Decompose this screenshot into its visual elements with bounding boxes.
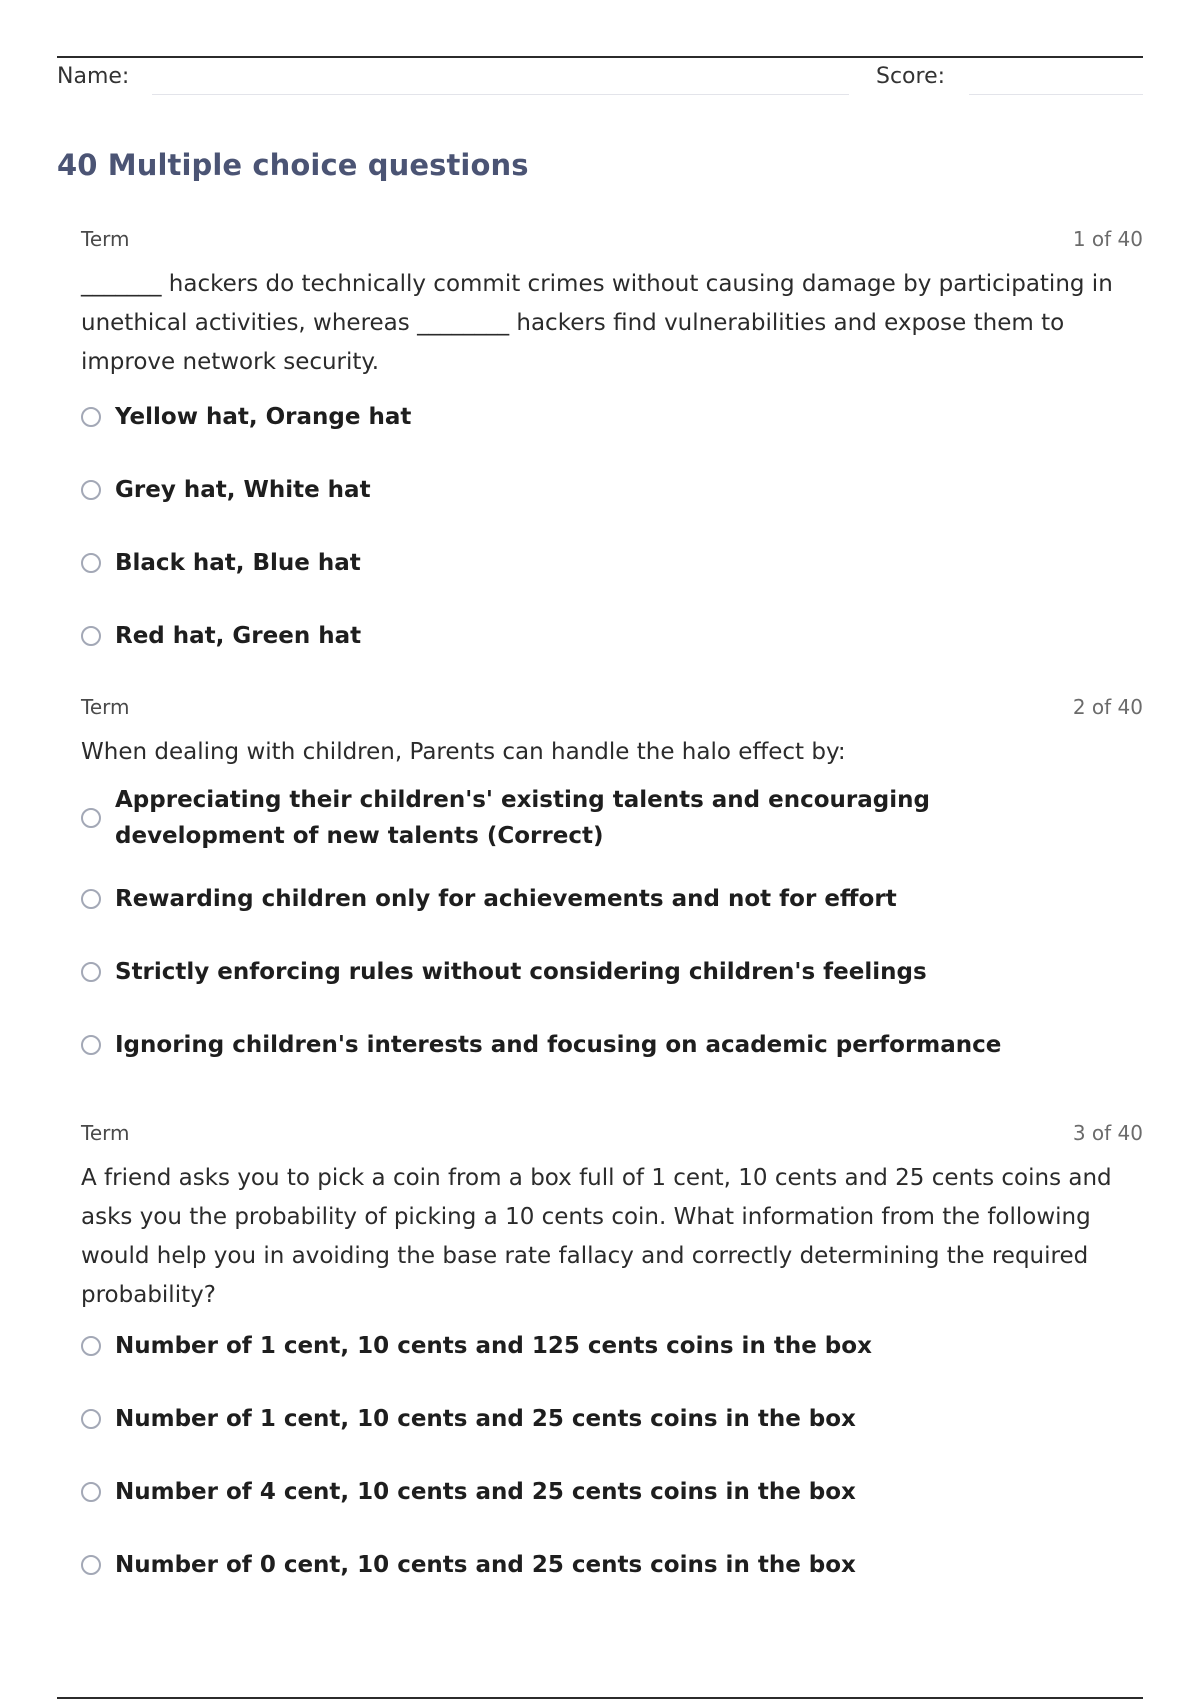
radio-button-icon[interactable] xyxy=(81,1035,101,1055)
radio-button-icon[interactable] xyxy=(81,962,101,982)
answer-option[interactable] xyxy=(81,1540,1143,1590)
radio-button-icon[interactable] xyxy=(81,1482,101,1502)
radio-button-icon[interactable] xyxy=(81,626,101,646)
radio-button-icon[interactable] xyxy=(81,1409,101,1429)
answer-option-label: Number of 0 cent, 10 cents and 25 cents coins in the box xyxy=(115,1552,856,1578)
answer-option-label: Appreciating their children's' existing talents and encouraging development of new talents (Correct) xyxy=(115,787,930,849)
answer-option-label: Red hat, Green hat xyxy=(115,623,362,649)
answer-option-label: Yellow hat, Orange hat xyxy=(115,404,412,430)
top-rule xyxy=(57,56,1143,58)
question-text: A friend asks you to pick a coin from a box full of 1 cent, 10 cents and 25 cents coins and asks you the probability of picking a 10 cents coin. What information from the following would help you in avoiding the base rate fallacy and correctly determining the required probability? xyxy=(81,1165,1112,1308)
answer-option[interactable] xyxy=(81,874,1143,924)
name-label: Name: xyxy=(57,64,130,89)
bottom-rule xyxy=(57,1697,1143,1699)
answer-option[interactable] xyxy=(81,611,1143,661)
answer-options xyxy=(81,1321,1143,1590)
radio-button-icon[interactable] xyxy=(81,407,101,427)
question-term-label: Term xyxy=(81,695,130,719)
question-card xyxy=(81,1121,1143,1613)
answer-option[interactable] xyxy=(81,1020,1143,1070)
question-term-label: Term xyxy=(81,1121,130,1145)
radio-button-icon[interactable] xyxy=(81,553,101,573)
answer-option-label: Number of 1 cent, 10 cents and 25 cents coins in the box xyxy=(115,1406,856,1432)
question-text: _______ hackers do technically commit crimes without causing damage by participating in unethical activities, whereas ________ hackers find vulnerabilities and expose them to improve network security. xyxy=(81,271,1113,375)
score-label: Score: xyxy=(876,64,946,89)
answer-option[interactable] xyxy=(81,1467,1143,1517)
question-counter: 2 of 40 xyxy=(1072,695,1143,719)
answer-option[interactable] xyxy=(81,947,1143,997)
page-title: 40 Multiple choice questions xyxy=(57,148,529,182)
answer-options xyxy=(81,782,1143,1070)
answer-option[interactable] xyxy=(81,782,1143,854)
answer-option-label: Grey hat, White hat xyxy=(115,477,371,503)
answer-option[interactable] xyxy=(81,392,1143,442)
answer-option-label: Rewarding children only for achievements and not for effort xyxy=(115,886,897,912)
answer-option[interactable] xyxy=(81,1394,1143,1444)
question-counter: 1 of 40 xyxy=(1072,227,1143,251)
question-card xyxy=(81,695,1143,1093)
answer-option-label: Strictly enforcing rules without considering children's feelings xyxy=(115,959,927,985)
answer-option-label: Black hat, Blue hat xyxy=(115,550,361,576)
question-text: When dealing with children, Parents can handle the halo effect by: xyxy=(81,739,846,765)
radio-button-icon[interactable] xyxy=(81,1555,101,1575)
answer-option[interactable] xyxy=(81,465,1143,515)
question-card xyxy=(81,227,1143,684)
answer-option-label: Number of 1 cent, 10 cents and 125 cents coins in the box xyxy=(115,1333,872,1359)
question-term-label: Term xyxy=(81,227,130,251)
radio-button-icon[interactable] xyxy=(81,889,101,909)
answer-option-label: Ignoring children's interests and focusing on academic performance xyxy=(115,1032,1002,1058)
radio-button-icon[interactable] xyxy=(81,480,101,500)
answer-options xyxy=(81,392,1143,661)
radio-button-icon[interactable] xyxy=(81,808,101,828)
answer-option[interactable] xyxy=(81,538,1143,588)
radio-button-icon[interactable] xyxy=(81,1336,101,1356)
answer-option-label: Number of 4 cent, 10 cents and 25 cents coins in the box xyxy=(115,1479,856,1505)
score-field[interactable] xyxy=(969,94,1143,95)
answer-option[interactable] xyxy=(81,1321,1143,1371)
question-counter: 3 of 40 xyxy=(1072,1121,1143,1145)
worksheet-header xyxy=(57,62,1143,98)
name-field[interactable] xyxy=(152,94,849,95)
